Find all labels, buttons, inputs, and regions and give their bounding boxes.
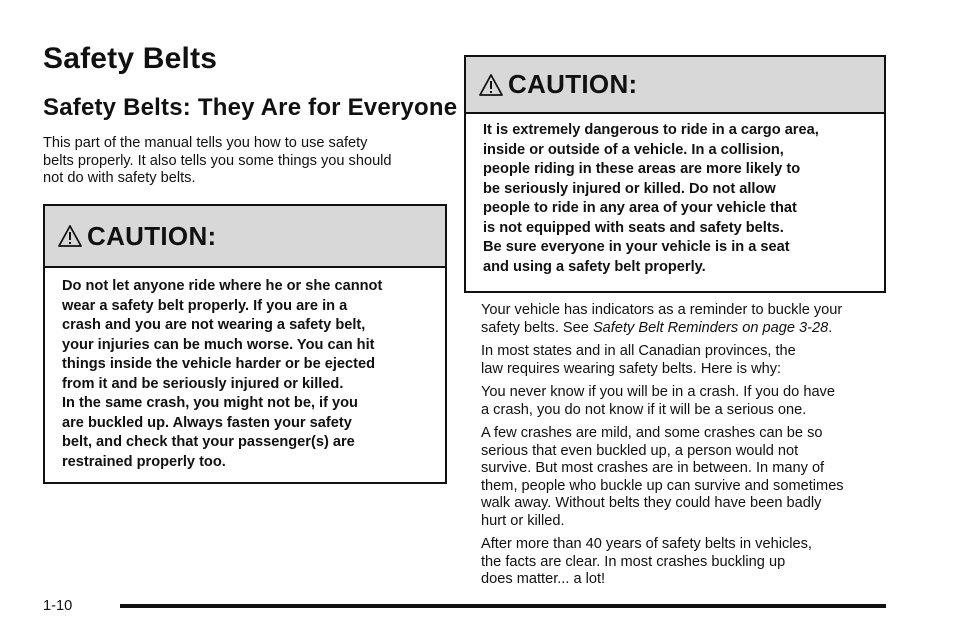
caution-label: CAUTION: (87, 220, 217, 251)
intro-block (43, 135, 443, 194)
warning-triangle-icon (57, 223, 83, 249)
reminder-period: . (828, 319, 833, 336)
intro-paragraph: This part of the manual tells you how to use safety belts properly. It also tells you some things you should not do with safety belts. (43, 135, 392, 186)
section-title: Safety Belts: They Are for Everyone (43, 94, 458, 121)
crash-paragraph: You never know if you will be in a crash. If you do have a crash, you do not know if it will be a serious one. (481, 384, 835, 418)
right-column-text (481, 302, 891, 595)
caution-text: It is extremely dangerous to ride in a cargo area, inside or outside of a vehicle. In a collision, people riding in these areas are more likely to be seriously injured or killed. Do not allow people to ride in any area of your vehicle that is not equipped with seats and safety belts. Be sure everyone in your vehicle is in a seat and using a safety belt properly. (483, 122, 819, 275)
caution-header (466, 57, 884, 114)
footer-rule (120, 604, 886, 608)
cross-reference-link[interactable]: Safety Belt Reminders on page 3-28 (592, 319, 829, 336)
warning-triangle-icon (478, 72, 504, 98)
caution-text: Do not let anyone ride where he or she cannot wear a safety belt properly. If you are in a crash and you are not wearing a safety belt, your injuries can be much worse. You can hit things inside the vehicle harder or be ejected from it and be seriously injured or killed. In the same crash, you might not be, if you are buckled up. Always fasten your safety belt, and check that your passenger(s) are restrained properly too. (62, 278, 383, 470)
reminder-text: Your vehicle has indicators as a reminder to buckle your safety belts. See (481, 302, 843, 336)
caution-label: CAUTION: (508, 69, 638, 99)
caution-header (45, 206, 445, 268)
page-title: Safety Belts (43, 42, 218, 75)
page-number: 1-10 (43, 598, 73, 614)
caution-box-passenger (43, 204, 447, 484)
law-paragraph: In most states and in all Canadian provinces, the law requires wearing safety belts. Here is why: (481, 343, 796, 377)
caution-box-cargo (464, 55, 886, 293)
crash-severity-paragraph: A few crashes are mild, and some crashes can be so serious that even buckled up, a person would not survive. But most crashes are in between. In many of them, people who buckle up can survive and sometimes walk away. Without belts they could have been badly hurt or killed. (481, 425, 844, 529)
history-paragraph: After more than 40 years of safety belts in vehicles, the facts are clear. In most crashes buckling up does matter... a lot! (481, 536, 812, 587)
reminder-paragraph (481, 302, 891, 337)
